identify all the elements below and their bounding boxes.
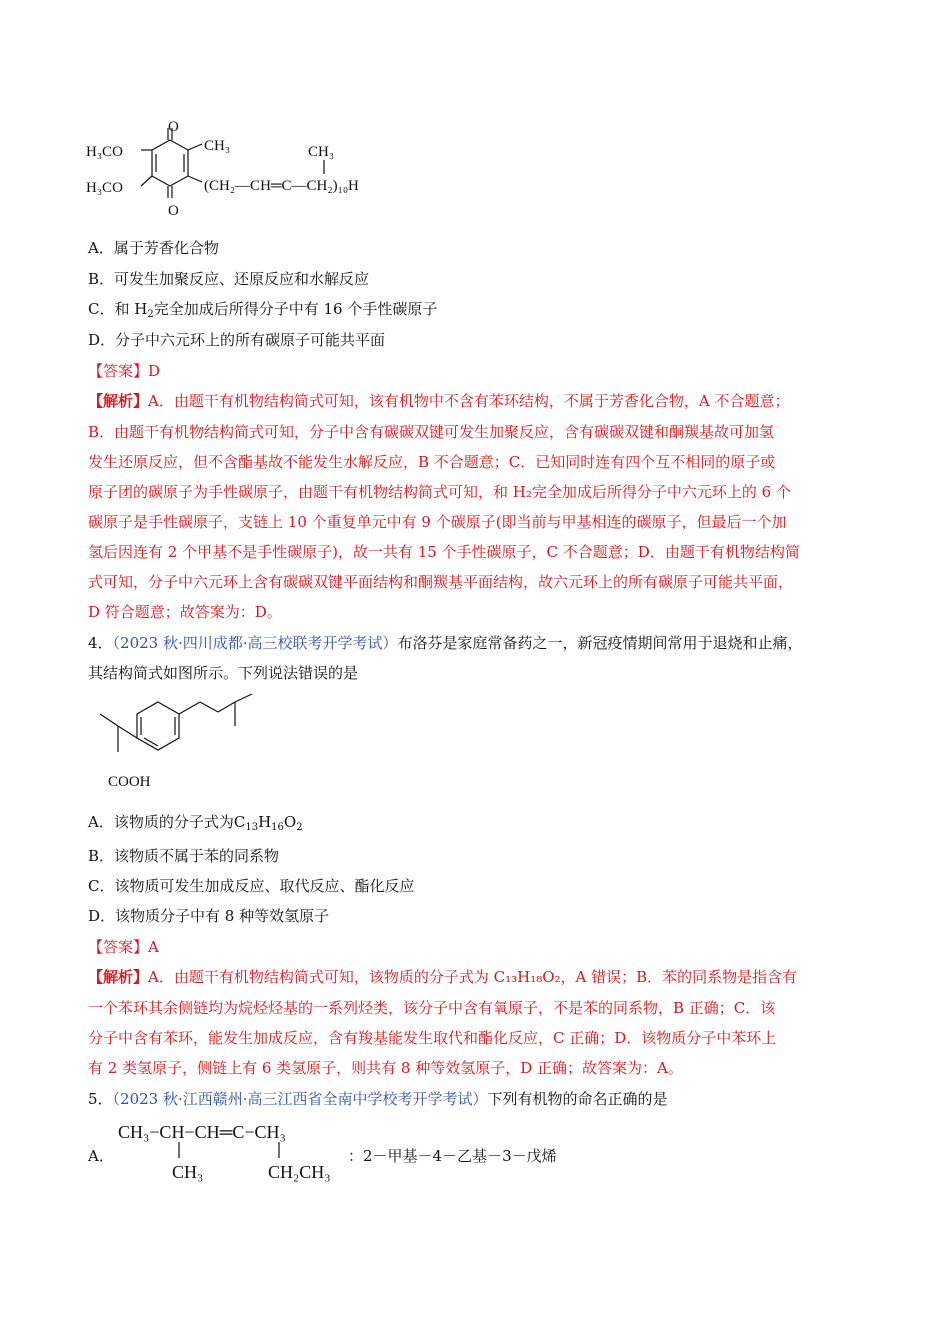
q5-branch-ethyl: CH₂CH₃ — [268, 1162, 331, 1182]
q3-molecule-structure — [86, 112, 426, 224]
q5-source: （2023 秋·江西赣州·高三江西省全南中学校考开学考试） — [112, 1090, 488, 1108]
q4-analysis-line-2: 一个苯环其余侧链均为烷烃烃基的一系列烃类，该分子中含有氧原子，不是苯的同系物，B 正确；C．该 — [88, 999, 776, 1017]
q4-source: （2023 秋·四川成都·高三校联考开学考试） — [112, 634, 398, 652]
q3-h3co-top: H₃CO — [86, 144, 123, 160]
q3-answer: 【答案】D — [88, 362, 161, 380]
q3-h3co-bottom: H₃CO — [86, 180, 123, 196]
q3-analysis-line-1 — [88, 391, 789, 411]
q3-analysis-line-8: D 符合题意；故答案为：D。 — [88, 603, 282, 621]
q4-option-d: D．该物质分子中有 8 种等效氢原子 — [88, 907, 330, 925]
q4-analysis-line-4: 有 2 类氢原子，侧链上有 6 类氢原子，则共有 8 种等效氢原子，D 正确；故答案为：A。 — [88, 1059, 683, 1077]
q4-formula-c-sub: 13 — [245, 822, 259, 833]
q3-option-c — [88, 299, 437, 319]
q3-analysis-line-4: 原子团的碳原子为手性碳原子，由题干有机物结构简式可知，和 H₂完全加成后所得分子中六元环上的 6 个 — [88, 483, 791, 501]
q4-ibuprofen-structure — [86, 690, 286, 794]
q4-analysis-line-1 — [88, 967, 797, 987]
q4-analysis-text-1: A．由题干有机物结构简式可知，该物质的分子式为 C₁₃H₁₈O₂，A 错误；B．苯的同系物是指含有 — [148, 968, 798, 986]
q4-option-a-prefix: A．该物质的分子式为 — [88, 813, 234, 831]
q3-ring-methyl: CH₃ — [204, 138, 231, 154]
q4-formula-c: C — [233, 813, 246, 831]
q3-o-top: O — [168, 119, 179, 135]
q3-option-c-suffix: 完全加成后所得分子中有 16 个手性碳原子 — [153, 300, 438, 318]
q4-stem-line-1 — [88, 633, 803, 653]
q3-analysis-label: 【解析】 — [88, 392, 149, 410]
q3-analysis-line-7: 式可知，分子中六元环上含有碳碳双键平面结构和酮羰基平面结构，故六元环上的所有碳原子可能共平面， — [88, 573, 794, 591]
q3-analysis-text-1: A．由题干有机物结构简式可知，该有机物中不含有苯环结构，不属于芳香化合物，A 不合题意； — [148, 392, 790, 410]
q5-option-a-structure — [116, 1118, 356, 1186]
q4-analysis-line-3: 分子中含有苯环，能发生加成反应，含有羧基能发生取代和酯化反应，C 正确；D．该物质分子中苯环上 — [88, 1029, 777, 1047]
q4-formula-o-sub: 2 — [296, 822, 303, 833]
q3-option-d: D．分子中六元环上的所有碳原子可能共平面 — [88, 331, 386, 349]
q5-option-a-name: ：2－甲基－4－乙基－3－戊烯 — [348, 1147, 557, 1165]
q5-main-chain: CH₃−CH−CH═C−CH₃ — [118, 1122, 286, 1142]
q4-formula-o: O — [283, 813, 297, 831]
q5-stem: 下列有机物的命名正确的是 — [487, 1090, 668, 1108]
q3-chain-methyl: CH₃ — [308, 144, 335, 160]
q4-option-c: C．该物质可发生加成反应、取代反应、酯化反应 — [88, 877, 415, 895]
q4-answer: 【答案】A — [88, 938, 159, 956]
q3-o-bottom: O — [168, 203, 179, 219]
q4-stem-line-2: 其结构简式如图所示。下列说法错误的是 — [88, 664, 359, 682]
q3-option-c-sub: 2 — [147, 309, 154, 320]
q4-number: 4． — [88, 634, 113, 652]
q4-formula — [234, 813, 303, 831]
q3-analysis-line-3: 发生还原反应，但不含酯基故不能发生水解反应，B 不合题意；C．已知同时连有四个互不相同的原子或 — [88, 453, 776, 471]
q3-option-c-prefix: C．和 H — [88, 300, 148, 318]
q3-option-b: B．可发生加聚反应、还原反应和水解反应 — [88, 270, 370, 288]
q4-formula-h-sub: 16 — [271, 822, 284, 833]
q4-stem-1: 布洛芬是家庭常备药之一，新冠疫情期间常用于退烧和止痛， — [397, 634, 803, 652]
q5-option-a-label: A． — [88, 1147, 114, 1165]
q5-number: 5． — [88, 1090, 113, 1108]
q4-cooh-label: COOH — [108, 774, 151, 790]
q4-option-b: B．该物质不属于苯的同系物 — [88, 847, 280, 865]
q3-analysis-line-5: 碳原子是手性碳原子，支链上 10 个重复单元中有 9 个碳原子(即当前与甲基相连的碳原子，但最后一个加 — [88, 513, 787, 531]
q5-branch-methyl: CH₃ — [172, 1162, 204, 1182]
q4-option-a — [88, 812, 303, 832]
q3-analysis-line-2: B．由题干有机物结构简式可知，分子中含有碳碳双键可发生加聚反应，含有碳碳双键和酮羰基故可加氢 — [88, 423, 775, 441]
q4-formula-h: H — [258, 813, 272, 831]
q4-analysis-label: 【解析】 — [88, 968, 149, 986]
q5-stem-line — [88, 1089, 668, 1109]
q3-analysis-line-6: 氢后因连有 2 个甲基不是手性碳原子)，故一共有 15 个手性碳原子，C 不合题意；D．由题干有机物结构简 — [88, 543, 800, 561]
q3-option-a: A．属于芳香化合物 — [88, 239, 219, 257]
q3-side-chain: (CH₂—CH═C—CH₂)₁₀H — [204, 178, 359, 194]
